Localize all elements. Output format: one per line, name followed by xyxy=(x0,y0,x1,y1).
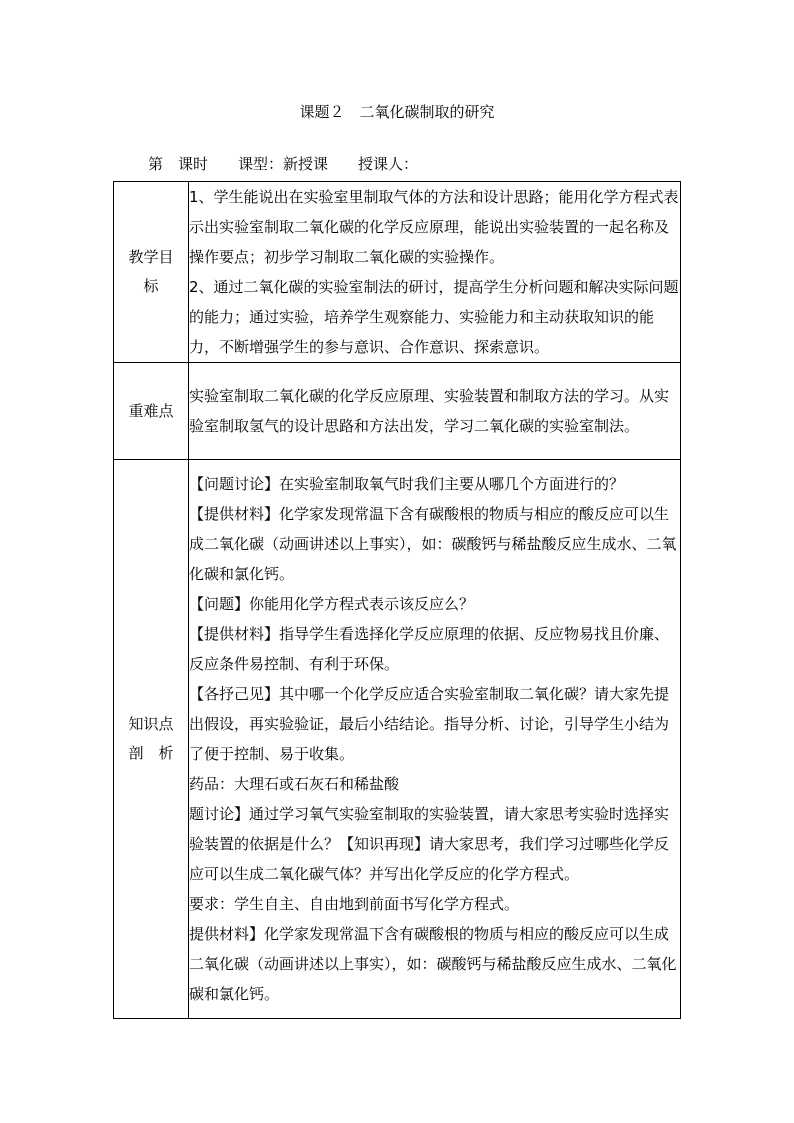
content-paragraph: 药品：大理石或石灰石和稀盐酸 xyxy=(189,775,400,793)
content-paragraph: 提供材料】化学家发现常温下含有碳酸根的物质与相应的酸反应可以生成二氧化碳（动画讲述以上事实），如：碳酸钙与稀盐酸反应生成水、二氧化碳和氯化钙。 xyxy=(189,925,677,1003)
content-paragraph: 【各抒己见】其中哪一个化学反应适合实验室制取二氧化碳？请大家先提出假设，再实验验证，最后小结结论。指导分析、讨论，引导学生小结为了便于控制、易于收集。 xyxy=(189,685,670,763)
content-paragraph: 2、通过二氧化碳的实验室制法的研讨，提高学生分析问题和解决实际问题的能力；通过实验，培养学生观察能力、实验能力和主动获取知识的能力，不断增强学生的参与意识、合作意识、探索意识。 xyxy=(189,278,679,356)
row-label-line: 知识点 xyxy=(128,715,174,733)
table-row-knowledge-analysis xyxy=(114,460,681,1019)
document-title: 课题２ 二氧化碳制取的研究 xyxy=(299,103,495,121)
row-label-objectives xyxy=(114,182,189,363)
table-row-objectives xyxy=(114,182,681,363)
row-label-line: 重难点 xyxy=(128,401,174,420)
row-label-line: 剖 析 xyxy=(128,744,174,762)
content-paragraph: 1、学生能说出在实验室里制取气体的方法和设计思路；能用化学方程式表示出实验室制取二氧化碳的化学反应原理，能说出实验装置的一起名称及操作要点；初步学习制取二氧化碳的实验操作。 xyxy=(189,188,679,266)
content-paragraph: 【提供材料】化学家发现常温下含有碳酸根的物质与相应的酸反应可以生成二氧化碳（动画讲述以上事实），如：碳酸钙与稀盐酸反应生成水、二氧化碳和氯化钙。 xyxy=(189,505,677,583)
row-content-knowledge-analysis xyxy=(189,460,681,1019)
row-content-objectives xyxy=(189,182,681,363)
row-content-key-points xyxy=(189,363,681,460)
content-paragraph: 要求：学生自主、自由地到前面书写化学方程式。 xyxy=(189,895,520,913)
lesson-meta: 第 课时 课型：新授课 授课人： xyxy=(148,155,419,173)
content-paragraph: 【问题】你能用化学方程式表示该反应么？ xyxy=(189,595,475,613)
row-label-line: 教学目 xyxy=(128,248,174,266)
content-paragraph: 【问题讨论】在实验室制取氧气时我们主要从哪几个方面进行的？ xyxy=(189,475,625,493)
content-paragraph: 【提供材料】指导学生看选择化学反应原理的依据、反应物易找且价廉、反应条件易控制、有利于环保。 xyxy=(189,625,670,673)
row-label-key-points xyxy=(114,363,189,460)
table-row-key-points xyxy=(114,363,681,460)
lesson-plan-table xyxy=(113,181,681,1019)
content-paragraph: 题讨论】通过学习氧气实验室制取的实验装置，请大家思考实验时选择实验装置的依据是什么？【知识再现】请大家思考，我们学习过哪些化学反应可以生成二氧化碳气体？并写出化学反应的化学方程式。 xyxy=(189,805,670,883)
row-label-line: 标 xyxy=(143,277,159,295)
content-paragraph: 实验室制取二氧化碳的化学反应原理、实验装置和制取方法的学习。从实验室制取氢气的设计思路和方法出发，学习二氧化碳的实验室制法。 xyxy=(189,387,670,435)
row-label-knowledge-analysis xyxy=(114,460,189,1019)
